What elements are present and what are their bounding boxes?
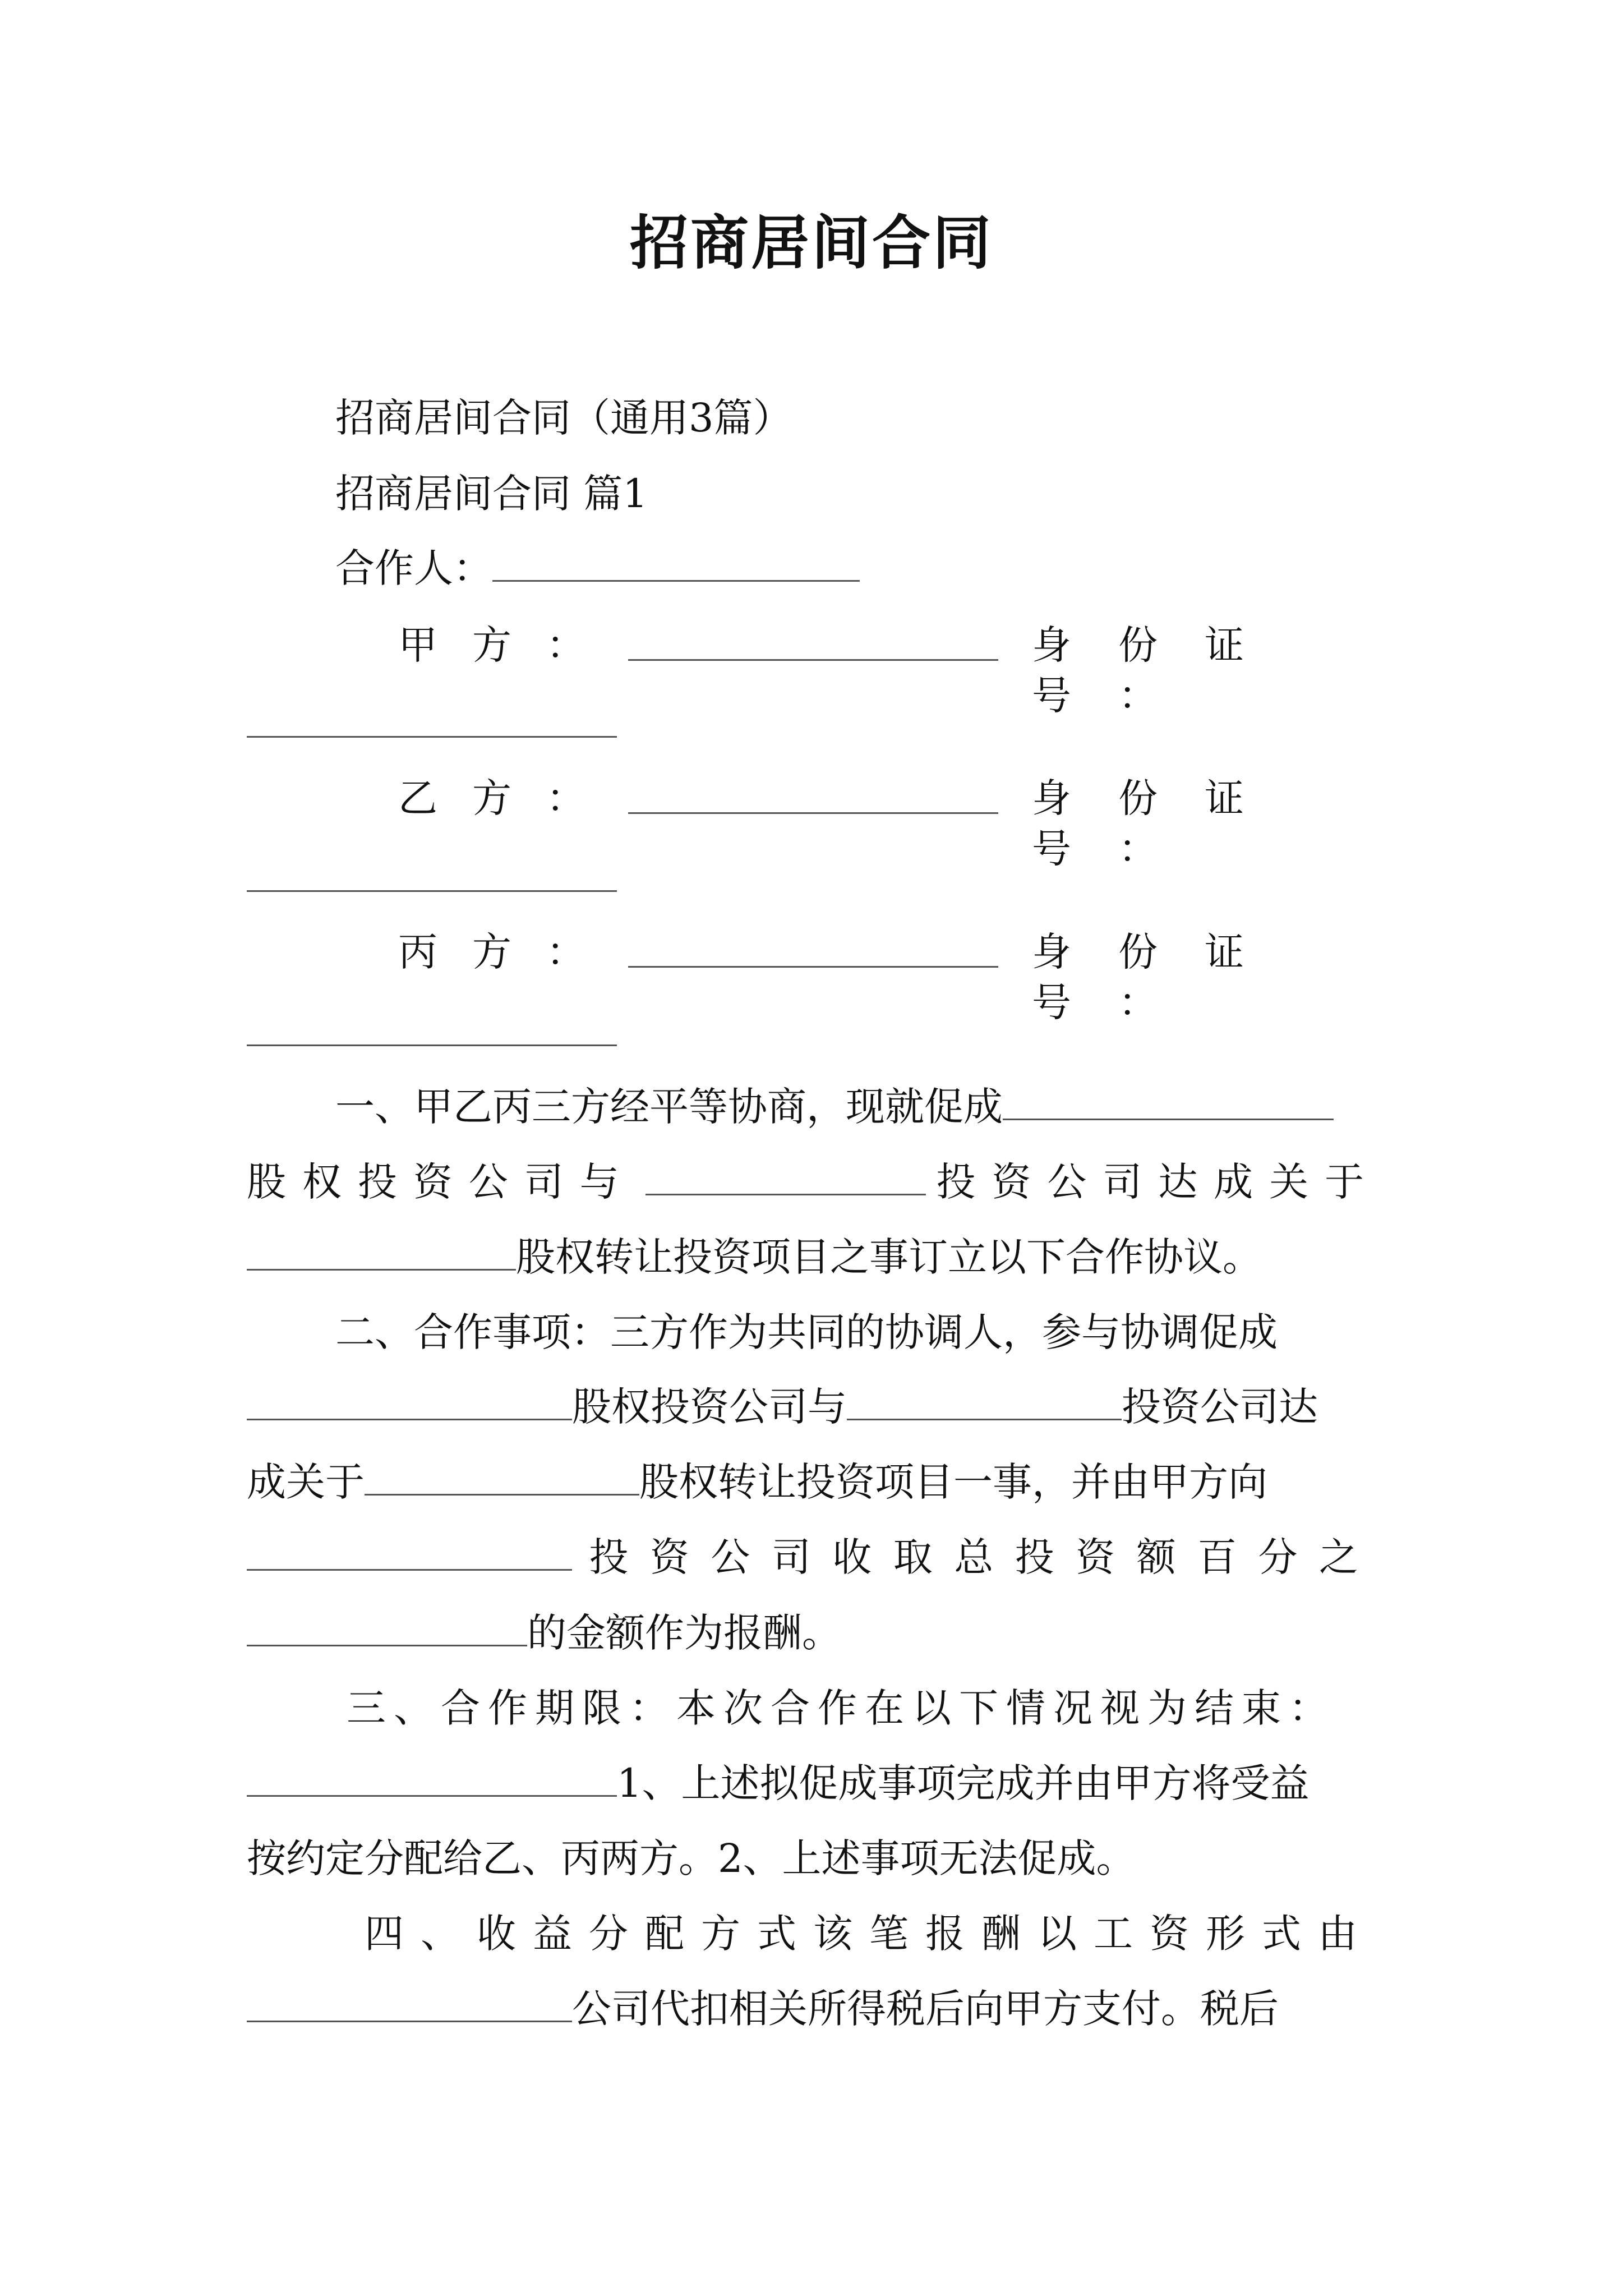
clause2-blank-4	[247, 1534, 572, 1571]
party-a-row	[247, 620, 1380, 719]
clause2-line4	[247, 1532, 1380, 1582]
clause2-line3	[247, 1457, 1380, 1507]
cooperator-label: 合作人：	[335, 545, 492, 591]
party-b-id-label: 身份证号：	[1032, 775, 1291, 872]
clause1-text-1: 一、甲乙丙三方经平等协商，现就促成	[335, 1084, 1003, 1130]
clause1-text-2a: 股权投资公司与	[247, 1159, 635, 1205]
party-c-label: 丙方：	[398, 929, 620, 975]
part-heading: 招商居间合同 篇1	[335, 471, 648, 517]
cooperator-line	[335, 543, 1468, 593]
party-c-row	[247, 927, 1380, 1025]
clause2-blank-3	[365, 1459, 639, 1496]
clause1-text-3: 股权转让投资项目之事订立以下合作协议。	[516, 1234, 1262, 1280]
clause1-blank-1	[1003, 1084, 1334, 1120]
clause2-blank-5	[247, 1610, 527, 1646]
clause2-line5	[247, 1608, 1380, 1658]
party-a-label: 甲方：	[398, 622, 620, 668]
clause1-blank-3	[247, 1234, 516, 1271]
party-b-name-blank	[628, 777, 998, 814]
clause4-text-2: 公司代扣相关所得税后向甲方支付。税后	[572, 1986, 1279, 2032]
clause2-blank-2a	[247, 1384, 572, 1420]
clause3-line1: 三、合作期限：本次合作在以下情况视为结束：	[347, 1685, 1336, 1731]
clause2-text-4: 投资公司收取总投资额百分之	[589, 1534, 1380, 1580]
clause1-line3	[247, 1232, 1380, 1282]
clause2-text-3b: 股权转让投资项目一事，并由甲方向	[639, 1459, 1267, 1505]
clause3-line3: 按约定分配给乙、丙两方。2、上述事项无法促成。	[247, 1835, 1136, 1881]
document-title: 招商居间合同	[629, 208, 993, 277]
clause1-line1	[335, 1082, 1380, 1132]
party-a-id-label: 身份证号：	[1032, 622, 1291, 719]
subtitle: 招商居间合同（通用3篇）	[335, 395, 792, 441]
clause2-text-3a: 成关于	[247, 1459, 365, 1505]
clause1-line2	[247, 1157, 1380, 1207]
clause1-blank-2	[645, 1159, 926, 1195]
clause4-blank-2	[247, 1986, 572, 2022]
party-a-id-blank	[247, 735, 617, 738]
clause2-blank-2b	[847, 1384, 1122, 1420]
clause3-line2	[247, 1758, 1380, 1809]
clause2-text-2b: 投资公司达	[1122, 1384, 1318, 1430]
party-b-row	[247, 773, 1380, 872]
clause1-text-2b: 投资公司达成关于	[935, 1159, 1380, 1205]
party-c-name-blank	[628, 931, 998, 968]
party-c-id-label: 身份证号：	[1032, 929, 1291, 1025]
clause2-line1: 二、合作事项：三方作为共同的协调人，参与协调促成	[335, 1309, 1278, 1355]
clause3-blank-2	[247, 1760, 617, 1797]
clause2-text-5: 的金额作为报酬。	[527, 1610, 841, 1656]
clause3-text-2: 1、上述拟促成事项完成并由甲方将受益	[617, 1760, 1310, 1806]
clause2-text-2a: 股权投资公司与	[572, 1384, 847, 1430]
cooperator-blank	[492, 545, 860, 582]
party-b-id-blank	[247, 889, 617, 892]
clause4-line2	[247, 1984, 1380, 2034]
party-b-label: 乙方：	[398, 775, 620, 821]
clause2-line2	[247, 1382, 1380, 1432]
clause4-line1: 四、收益分配方式该笔报酬以工资形式由	[365, 1911, 1374, 1957]
party-a-name-blank	[628, 624, 998, 661]
party-c-id-blank	[247, 1043, 617, 1046]
